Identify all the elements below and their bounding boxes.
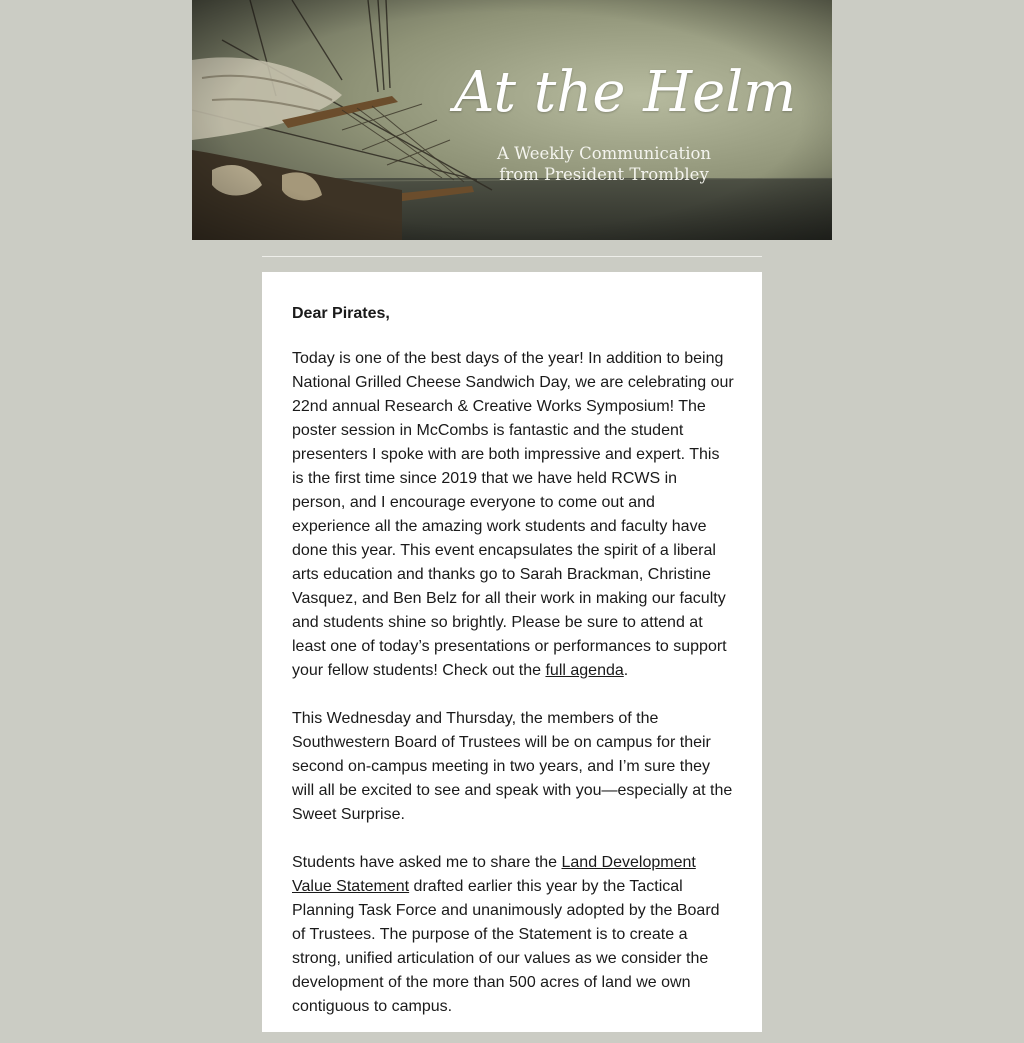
divider <box>262 256 762 257</box>
paragraph-land-statement <box>292 851 734 1019</box>
paragraph-end: . <box>623 662 629 679</box>
newsletter-title: At the Helm <box>454 60 797 125</box>
newsletter-subtitle <box>454 143 754 185</box>
paragraph-text: Today is one of the best days of the year! In addition to being National Grilled Cheese Sandwich Day, we are celebrating our 22nd annual Research & Creative Works Symposium! The poster session in McCombs is fantastic and the student presenters I spoke with are both impressive and expert. This is the first time since 2019 that we have held RCWS in person, and I encourage everyone to come out and experience all the amazing work students and faculty have done this year. This event encapsulates the spirit of a liberal arts education and thanks go to Sarah Brackman, Christine Vasquez, and Ben Belz for all their work in making our faculty and students shine so brightly. Please be sure to attend at least one of today’s presentations or performances to support your fellow students! Check out the <box>292 350 734 679</box>
greeting: Dear Pirates, <box>292 305 390 322</box>
subtitle-line-2: from President Trombley <box>499 165 709 184</box>
paragraph-trustees: This Wednesday and Thursday, the members of the Southwestern Board of Trustees will be on campus for their second on-campus meeting in two years, and I’m sure they will all be excited to see and speak with you—especially at the Sweet Surprise. <box>292 710 733 823</box>
letter-card <box>262 272 762 1032</box>
paragraph-text: Students have asked me to share the <box>292 854 562 871</box>
paragraph-text: drafted earlier this year by the Tactical Planning Task Force and unanimously adopted by the Board of Trustees. The purpose of the Statement is to create a strong, unified articulation of our values as we consider the development of the more than 500 acres of land we own contiguous to campus. <box>292 878 720 1015</box>
letter-body <box>292 302 734 1043</box>
paragraph-rcws <box>292 347 734 683</box>
header-banner <box>192 0 832 240</box>
subtitle-line-1: A Weekly Communication <box>496 144 712 163</box>
full-agenda-link[interactable]: full agenda <box>545 662 624 679</box>
land-development-statement-link[interactable]: Land Development Value Statement <box>292 854 696 895</box>
